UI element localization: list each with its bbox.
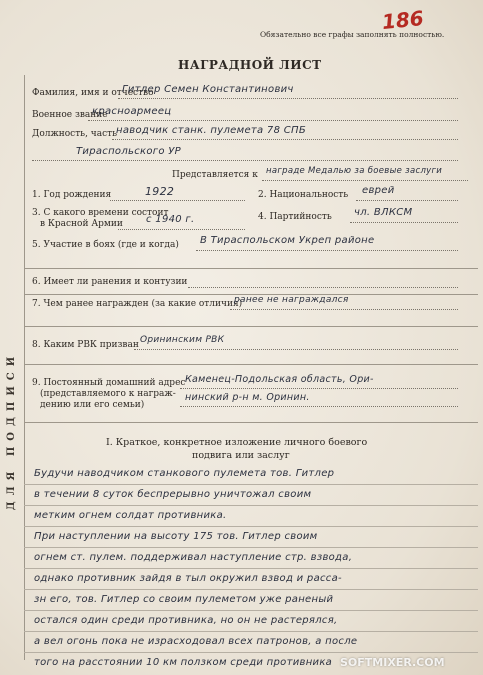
narrative-line: а вел огонь пока не израсходовал всех патронов, а после: [34, 636, 358, 647]
document-title: НАГРАДНОЙ ЛИСТ: [178, 58, 322, 72]
narrative-ruling: [24, 652, 478, 653]
party-underline: [350, 222, 458, 223]
narrative-line: зн его, тов. Гитлер со своим пулеметом уже раненый: [34, 594, 334, 605]
narrative-line: остался один среди противника, но он не растерялся,: [34, 615, 338, 626]
nationality-underline: [356, 200, 458, 201]
awards-value: ранее не награждался: [234, 295, 349, 305]
side-label: [1, 215, 23, 645]
watermark: SOFTMIXER.COM: [340, 656, 445, 669]
rank-label: Военное звание: [32, 110, 108, 120]
position-label: Должность, часть: [32, 129, 118, 139]
header-note: Обязательно все графы заполнять полностью.: [260, 30, 445, 39]
party-label: 4. Партийность: [258, 212, 332, 222]
rank-value: красноармеец: [92, 106, 172, 117]
position-value-1: наводчик станк. пулемета 78 СПБ: [116, 125, 306, 136]
narrative-line: огнем ст. пулем. поддерживал наступление стр. взвода,: [34, 552, 353, 563]
army-since-value: с 1940 г.: [146, 214, 195, 225]
presented-value: награде Медалью за боевые заслуги: [266, 166, 443, 176]
battles-label: 5. Участие в боях (где и когда): [32, 240, 179, 250]
position-value-2: Тираспольского УР: [76, 146, 181, 157]
awards-label: 7. Чем ранее награжден (за какие отличия): [32, 299, 243, 309]
separator-7: [24, 326, 478, 327]
name-value: Гитлер Семен Константинович: [122, 84, 294, 95]
birth-year-value: 1922: [145, 185, 175, 198]
narrative-line: При наступлении на высоту 175 тов. Гитлер своим: [34, 531, 318, 542]
address-value-1: Каменец-Подольская область, Ори-: [185, 374, 374, 385]
narrative-ruling: [24, 547, 478, 548]
narrative-ruling: [24, 526, 478, 527]
narrative-ruling: [24, 610, 478, 611]
wounds-underline: [188, 287, 458, 288]
narrative-line: Будучи наводчиком станкового пулемета тов. Гитлер: [34, 468, 335, 479]
rank-underline: [88, 120, 458, 121]
section-heading-1: I. Краткое, конкретное изложение личного боевого: [106, 437, 368, 448]
position-underline-1: [112, 139, 458, 140]
separator-8: [24, 364, 478, 365]
narrative-ruling: [24, 568, 478, 569]
narrative-ruling: [24, 589, 478, 590]
battles-underline: [196, 250, 458, 251]
separator-5: [24, 268, 478, 269]
side-label-text: ДЛЯ ПОДПИСИ: [6, 350, 18, 510]
address-underline-1: [180, 388, 458, 389]
narrative-ruling: [24, 631, 478, 632]
rvk-value: Орининским РВК: [140, 335, 225, 345]
sheet-number-stamp: 186: [380, 5, 425, 35]
presented-label: Представляется к: [172, 170, 258, 180]
battles-value: В Тираспольском Укреп районе: [200, 235, 375, 246]
army-since-underline: [118, 229, 245, 230]
address-underline-2: [180, 406, 458, 407]
narrative-ruling: [24, 484, 478, 485]
address-label-2: (представляемого к награж-: [40, 389, 176, 399]
birth-year-label: 1. Год рождения: [32, 190, 112, 200]
narrative-line: в течении 8 суток беспрерывно уничтожал своим: [34, 489, 312, 500]
army-since-label-1: 3. С какого времени состоит: [32, 208, 169, 218]
wounds-label: 6. Имеет ли ранения и контузии: [32, 277, 188, 287]
party-value: чл. ВЛКСМ: [354, 207, 413, 218]
form-left-border: [24, 75, 25, 660]
name-label: Фамилия, имя и отчество: [32, 88, 154, 98]
birth-year-underline: [110, 200, 245, 201]
separator-9: [24, 422, 478, 423]
rvk-underline: [134, 349, 458, 350]
awards-underline: [230, 309, 458, 310]
nationality-value: еврей: [362, 185, 395, 196]
rvk-label: 8. Каким РВК призван: [32, 340, 139, 350]
narrative-ruling: [24, 505, 478, 506]
narrative-line: однако противник зайдя в тыл окружил взвод и расса-: [34, 573, 342, 584]
name-underline: [118, 98, 458, 99]
army-since-label-2: в Красной Армии: [40, 219, 123, 229]
address-label-1: 9. Постоянный домашний адрес: [32, 378, 186, 388]
presented-underline: [262, 180, 468, 181]
section-heading-2: подвига или заслуг: [192, 450, 290, 461]
address-value-2: нинский р-н м. Оринин.: [185, 392, 310, 403]
address-label-3: дению или его семьи): [40, 400, 145, 410]
narrative-line: того на расстоянии 10 км ползком среди противника: [34, 657, 333, 668]
narrative-line: метким огнем солдат противника.: [34, 510, 227, 521]
nationality-label: 2. Национальность: [258, 190, 349, 200]
position-underline-2: [32, 160, 458, 161]
